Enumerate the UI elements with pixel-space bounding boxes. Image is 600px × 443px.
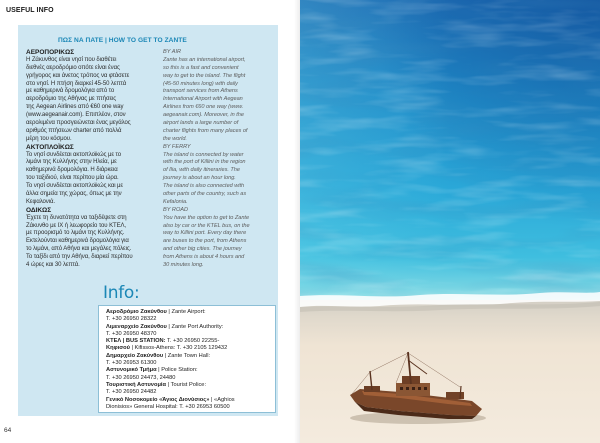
text-line: Zante has an international airport, (163, 56, 246, 63)
text-line: του ταξιδιού, είναι περίπου μία ώρα. (26, 175, 119, 182)
text-line: with the port of Killini in the region (163, 159, 246, 166)
text-line: γρήγορος και άνετος τρόπος να φτάσετε (26, 72, 130, 79)
section-heading: ΑΚΤΟΠΛΟΪΚΩΣ (26, 143, 74, 151)
text-line: Έχετε τη δυνατότητα να ταξιδέψετε στη (26, 214, 127, 221)
info-detail: T. +30 26950 28322 (106, 316, 157, 323)
info-line (106, 375, 235, 382)
greek-section-road (26, 207, 160, 270)
section-body (163, 57, 276, 144)
text-line: The island is also connected with (163, 183, 245, 190)
text-line: Airlines from €60 one way (www. (163, 104, 244, 111)
info-line (106, 331, 235, 338)
text-line: με καθημερινά δρομολόγια από το (26, 88, 115, 95)
text-line: International Airport with Aegean (163, 96, 243, 103)
info-label: Γενικό Νοσοκομείο «Άγιος Διονύσιος» (106, 396, 210, 403)
text-line: Το ταξίδι από την Αθήνα, διαρκεί περίπου (26, 254, 133, 261)
section-body (26, 152, 160, 207)
text-line: way to Killini port. Every day there (163, 230, 247, 237)
greek-section-air (26, 49, 160, 144)
text-line: way to get to the island. The flight (163, 72, 246, 79)
info-detail: | Tourist Police: (166, 381, 207, 388)
shipwreck-aft-deck (446, 392, 464, 399)
page-number: 64 (4, 427, 12, 434)
info-label: Λιμεναρχείο Ζακύνθου (106, 323, 167, 330)
info-label: ΚΤΕΛ | BUS STATION: (106, 338, 166, 345)
info-line (106, 382, 235, 389)
text-line: from Athens is about 4 hours and (163, 254, 245, 261)
section-label: USEFUL INFO (6, 7, 54, 14)
english-section-road (163, 207, 276, 270)
greek-column (26, 49, 160, 270)
text-line: journey is about an hour long. (163, 175, 236, 182)
text-line: Η Ζάκυνθος είναι νησί που διαθέτει (26, 56, 117, 63)
info-detail: | Zante Port Authority: (166, 323, 224, 330)
text-line: aegeanair.com). Moreover, in the (163, 112, 244, 119)
info-detail: | Zante Airport: (166, 309, 206, 315)
text-line: αεροδρόμιο της Αθήνας με πτήσεις (26, 96, 117, 103)
info-detail: T. +30 26950 22255- (165, 338, 220, 345)
section-heading: BY AIR (163, 49, 182, 55)
text-line: Το νησί συνδέεται ακτοπλοϊκώς και με (26, 183, 124, 190)
info-line (106, 397, 235, 404)
window (406, 387, 409, 390)
info-line (106, 324, 235, 331)
text-line: διεθνές αεροδρόμιο οπότε είναι ένας (26, 64, 120, 71)
text-line: το λιμάνι, από Αθήνα και μεγάλες πόλεις. (26, 246, 132, 253)
info-line (106, 316, 235, 323)
text-line: and other big cities. The journey (163, 246, 242, 253)
section-body (26, 57, 160, 144)
section-heading: ΟΔΙΚΩΣ (26, 206, 52, 214)
window (418, 387, 421, 390)
section-body (26, 215, 160, 270)
section-heading: BY FERRY (163, 143, 191, 150)
info-label: Αεροδρόμιο Ζακύνθου (106, 309, 167, 315)
greek-section-ferry (26, 144, 160, 207)
text-line: transport services from Athens (163, 88, 238, 95)
text-line: στο νησί. Η πτήση διαρκεί 45-50 λεπτά (26, 80, 127, 87)
text-line: λιμάνι της Κυλλήνης στην Ηλεία, με (26, 159, 117, 166)
english-column (163, 49, 276, 270)
info-line (106, 309, 235, 316)
text-line: Το νησί συνδέεται ακτοπλοϊκώς με το (26, 151, 121, 158)
text-line: are buses to the port, from Athens (163, 238, 247, 245)
text-line: άλλα σημεία της χώρας, όπως με την (26, 191, 122, 198)
text-line: other parts of the country, such as (163, 191, 247, 198)
info-detail: T. +30 26953 61300 (106, 360, 157, 367)
info-label: Αστυνομικό Τμήμα (106, 367, 157, 374)
info-detail: T. +30 26950 24482 (106, 389, 157, 396)
text-line: also by car or the KTEL bus, on the (163, 222, 250, 229)
info-label: Δημαρχείο Ζακύνθου (106, 352, 164, 359)
info-label: Τουριστική Αστυνομία (106, 381, 166, 388)
text-line: Εκτελούνται καθημερινά δρομολόγια για (26, 238, 129, 245)
english-section-air (163, 49, 276, 144)
text-line: of Ilia, with daily itineraries. The (163, 167, 240, 174)
info-detail: Dionisios» General Hospital: T. +30 26953 60500 (106, 403, 230, 410)
section-heading: BY ROAD (163, 206, 189, 213)
info-detail: | Kifissos-Athens: T. +30 2105 129432 (129, 345, 228, 352)
text-line: αερολιμένα προσγειώνεται ένας μεγάλος (26, 120, 131, 127)
text-line: καθημερινά δρομολόγια. Η διάρκεια (26, 167, 118, 174)
text-line: so this is a fast and convenient (163, 64, 239, 71)
info-detail: T. +30 26950 24473, 24480 (106, 374, 176, 381)
section-heading: ΑΕΡΟΠΟΡΙΚΩΣ (26, 49, 75, 56)
window (424, 387, 427, 390)
text-line: Κεφαλονιά. (26, 198, 55, 205)
text-line: με προορισμό το λιμάνι της Κυλλήνης. (26, 230, 125, 237)
text-line: (45-50 minutes long) with daily (163, 80, 238, 87)
info-line (106, 345, 235, 352)
window (400, 387, 403, 390)
text-line: the world. (163, 135, 187, 142)
info-line (106, 367, 235, 374)
info-title: Info: (103, 283, 140, 303)
english-section-ferry (163, 144, 276, 207)
info-line (106, 338, 235, 345)
text-line: της Aegean Airlines από €60 one way (26, 104, 124, 111)
text-line: The island is connected by water (163, 151, 244, 158)
section-body (163, 215, 276, 270)
info-line (106, 360, 235, 367)
info-detail: | «Aghios (209, 396, 235, 403)
section-body (163, 152, 276, 207)
text-line: 4 ώρες και 30 λεπτά. (26, 262, 80, 269)
window (412, 387, 415, 390)
sea (300, 0, 600, 306)
text-line: 30 minutes long. (163, 262, 204, 269)
text-line: You have the option to get to Zante (163, 214, 250, 221)
info-detail: | Zante Town Hall: (163, 352, 211, 359)
info-line (106, 353, 235, 360)
info-detail: | Police Station: (156, 367, 198, 374)
text-line: Kefalonia. (163, 198, 188, 205)
info-line (106, 404, 235, 411)
text-line: Ζάκυνθο με ΙΧ ή λεωφορείο του ΚΤΕΛ, (26, 222, 127, 229)
text-line: αριθμός πτήσεων charter από πολλά (26, 127, 122, 134)
box-title: ΠΩΣ ΝΑ ΠΑΤΕ | HOW TO GET TO ZANTE (58, 37, 187, 44)
info-detail: T. +30 26950 48370 (106, 330, 157, 337)
info-line (106, 389, 235, 396)
info-contacts (106, 309, 235, 411)
text-line: (www.aegeanair.com). Επιπλέον, στον (26, 112, 126, 119)
info-label: Κηφισού (106, 345, 130, 352)
text-line: charter flights from many places of (163, 127, 248, 134)
sea-wave-highlights (300, 0, 600, 300)
text-line: μέρη του κόσμου. (26, 135, 72, 142)
text-line: airport lands a large number of (163, 120, 239, 127)
beach-photo (300, 0, 600, 443)
